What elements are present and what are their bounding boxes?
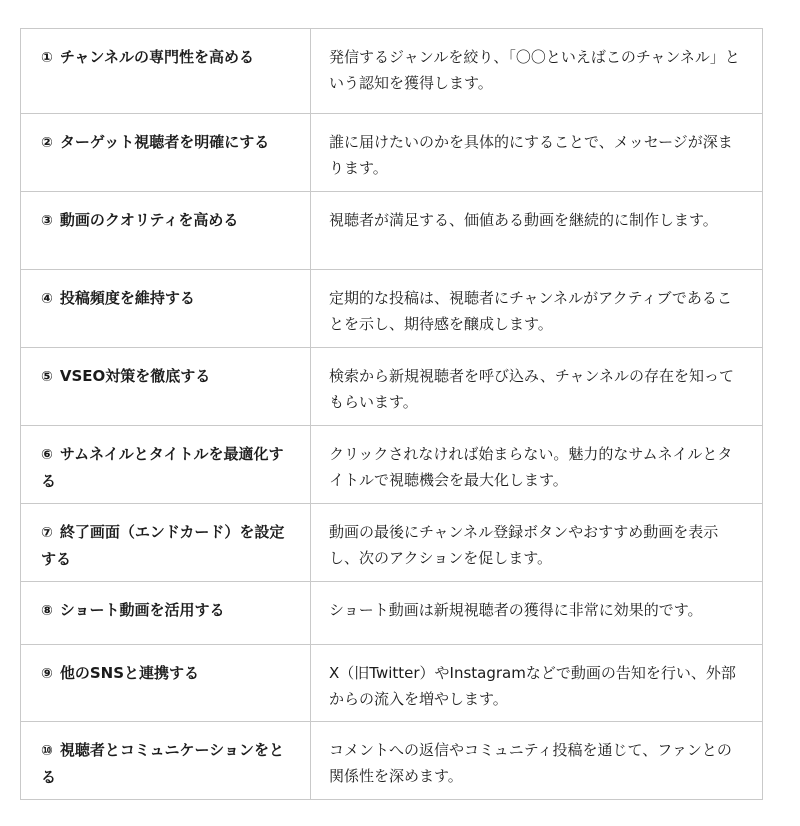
table-row bbox=[21, 722, 763, 800]
tip-description: コメントへの返信やコミュニティ投稿を通じて、ファンとの関係性を深めます。 bbox=[311, 722, 763, 800]
tip-title-cell bbox=[21, 114, 311, 192]
tip-title-cell bbox=[21, 270, 311, 348]
tip-title-cell bbox=[21, 192, 311, 270]
tip-title: ターゲット視聴者を明確にする bbox=[59, 133, 270, 151]
tip-title: ショート動画を活用する bbox=[59, 601, 225, 619]
table-row bbox=[21, 114, 763, 192]
tip-number: ⑧ bbox=[41, 603, 53, 619]
tip-number: ⑤ bbox=[41, 369, 53, 385]
tip-title-cell bbox=[21, 645, 311, 722]
tip-number: ③ bbox=[41, 213, 53, 229]
tip-number: ⑦ bbox=[41, 525, 53, 541]
tip-description: 検索から新規視聴者を呼び込み、チャンネルの存在を知ってもらいます。 bbox=[311, 348, 763, 426]
tip-title: 投稿頻度を維持する bbox=[59, 289, 195, 307]
tip-description: 発信するジャンルを絞り、「〇〇といえばこのチャンネル」という認知を獲得します。 bbox=[311, 29, 763, 114]
tip-title-cell bbox=[21, 29, 311, 114]
tip-description: ショート動画は新規視聴者の獲得に非常に効果的です。 bbox=[311, 582, 763, 645]
table-row bbox=[21, 192, 763, 270]
tip-title: 視聴者とコミュニケーションをとる bbox=[41, 741, 284, 786]
tip-description: クリックされなければ始まらない。魅力的なサムネイルとタイトルで視聴機会を最大化します。 bbox=[311, 426, 763, 504]
tip-title: 終了画面（エンドカード）を設定する bbox=[41, 523, 285, 568]
tips-table-body bbox=[21, 29, 763, 800]
tip-title: VSEO対策を徹底する bbox=[59, 367, 211, 385]
youtube-tips-table bbox=[20, 28, 763, 800]
tip-title: チャンネルの専門性を高める bbox=[59, 48, 254, 66]
tip-number: ④ bbox=[41, 291, 53, 307]
tip-number: ① bbox=[41, 50, 53, 66]
tip-title-cell bbox=[21, 582, 311, 645]
tip-description: 定期的な投稿は、視聴者にチャンネルがアクティブであることを示し、期待感を醸成します。 bbox=[311, 270, 763, 348]
table-row bbox=[21, 426, 763, 504]
table-row bbox=[21, 270, 763, 348]
table-row bbox=[21, 504, 763, 582]
tip-title: サムネイルとタイトルを最適化する bbox=[41, 445, 284, 490]
tip-description: X（旧Twitter）やInstagramなどで動画の告知を行い、外部からの流入を増やします。 bbox=[311, 645, 763, 722]
tip-number: ⑩ bbox=[41, 743, 53, 759]
table-row bbox=[21, 582, 763, 645]
tip-description: 動画の最後にチャンネル登録ボタンやおすすめ動画を表示し、次のアクションを促します。 bbox=[311, 504, 763, 582]
tip-number: ② bbox=[41, 135, 53, 151]
tip-title-cell bbox=[21, 722, 311, 800]
table-row bbox=[21, 348, 763, 426]
tip-description: 誰に届けたいのかを具体的にすることで、メッセージが深まります。 bbox=[311, 114, 763, 192]
table-row bbox=[21, 29, 763, 114]
tip-title-cell bbox=[21, 504, 311, 582]
tip-title-cell bbox=[21, 348, 311, 426]
tip-number: ⑥ bbox=[41, 447, 53, 463]
tip-title: 他のSNSと連携する bbox=[59, 664, 200, 682]
table-row bbox=[21, 645, 763, 722]
tip-title-cell bbox=[21, 426, 311, 504]
tip-title: 動画のクオリティを高める bbox=[59, 211, 239, 229]
tip-description: 視聴者が満足する、価値ある動画を継続的に制作します。 bbox=[311, 192, 763, 270]
tip-number: ⑨ bbox=[41, 666, 53, 682]
